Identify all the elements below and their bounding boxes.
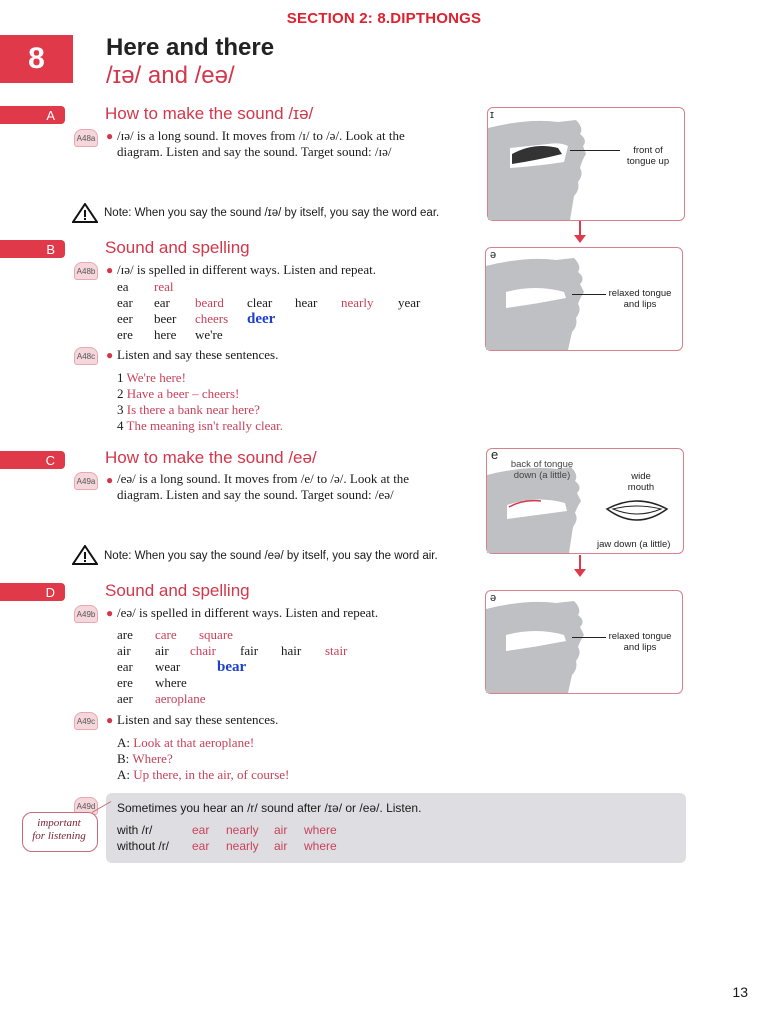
section-d-text-2: Listen and say these sentences. bbox=[117, 712, 279, 727]
mouth-diagram-schwa-2 bbox=[485, 590, 683, 694]
spelling-row bbox=[117, 327, 223, 343]
listening-word: air bbox=[274, 839, 288, 853]
listening-word: nearly bbox=[226, 823, 259, 837]
pointer-line bbox=[570, 150, 620, 151]
dialogue-text: Where? bbox=[132, 751, 173, 766]
warning-icon bbox=[72, 203, 98, 228]
spelling-row bbox=[117, 279, 173, 295]
row-label: with /r/ bbox=[117, 823, 153, 837]
pointer-line bbox=[572, 294, 606, 295]
speaker: A: bbox=[117, 767, 130, 782]
section-a-text-2: diagram. Listen and say the sound. Target sound: /ɪə/ bbox=[117, 144, 392, 159]
diagram-label: front of tongue up bbox=[626, 145, 670, 167]
warning-icon bbox=[72, 545, 98, 570]
section-c-note: Note: When you say the sound /eə/ by itself, you say the word air. bbox=[104, 550, 438, 562]
listening-word: air bbox=[274, 823, 288, 837]
sentence bbox=[117, 386, 239, 402]
spelling-row bbox=[117, 691, 206, 707]
listening-row-with-r bbox=[117, 823, 337, 837]
spelling-row bbox=[117, 643, 347, 659]
diagram-symbol: ɪ bbox=[490, 109, 494, 121]
section-a-text-1: /ɪə/ is a long sound. It moves from /ɪ/ to /ə/. Look at the bbox=[117, 128, 405, 143]
audio-track-a49a[interactable]: A49a bbox=[74, 472, 98, 490]
section-b-label: B bbox=[0, 240, 65, 258]
spelling-row bbox=[117, 659, 246, 676]
diagram-symbol: ə bbox=[490, 592, 497, 604]
spelling-word: cheers bbox=[195, 311, 229, 326]
mouth-diagram-ea bbox=[486, 448, 684, 554]
spelling-word: ear bbox=[154, 295, 170, 310]
added-word-bear: bear bbox=[217, 659, 247, 675]
sentence-text: The meaning isn't really clear. bbox=[126, 418, 283, 433]
spelling-word: stair bbox=[325, 643, 348, 658]
section-b-text-2: Listen and say these sentences. bbox=[117, 347, 279, 362]
spelling-word: we're bbox=[195, 327, 223, 342]
added-word-deer: deer bbox=[247, 311, 276, 327]
row-label: without /r/ bbox=[117, 839, 170, 853]
spelling-pattern: air bbox=[117, 643, 131, 658]
arrow-head-icon bbox=[574, 569, 586, 577]
bullet: ● bbox=[106, 348, 114, 362]
listening-word: where bbox=[304, 823, 337, 837]
sentence-number: 2 bbox=[117, 386, 124, 401]
section-c-text-2: diagram. Listen and say the sound. Target sound: /eə/ bbox=[117, 487, 394, 502]
audio-track-a49d[interactable]: A49d bbox=[74, 797, 98, 815]
section-header: SECTION 2: 8.DIPTHONGS bbox=[286, 10, 482, 27]
listening-intro: Sometimes you hear an /r/ sound after /ɪə/ or /eə/. Listen. bbox=[117, 801, 422, 815]
listening-word: ear bbox=[192, 823, 210, 837]
page-title: Here and there bbox=[106, 34, 275, 61]
spelling-word: fair bbox=[240, 643, 259, 658]
sentence bbox=[117, 402, 260, 418]
section-c-label: C bbox=[0, 451, 65, 469]
mouth-diagram-schwa bbox=[485, 247, 683, 351]
audio-track-a49b[interactable]: A49b bbox=[74, 605, 98, 623]
spelling-row bbox=[117, 311, 275, 328]
spelling-word: clear bbox=[247, 295, 273, 310]
listening-word: where bbox=[304, 839, 337, 853]
section-d-heading: Sound and spelling bbox=[105, 581, 250, 600]
handwritten-note: important for listening bbox=[32, 817, 86, 842]
spelling-pattern: ear bbox=[117, 659, 133, 674]
spelling-row bbox=[117, 295, 420, 311]
diagram-label: relaxed tongue and lips bbox=[608, 288, 672, 310]
spelling-word: hair bbox=[281, 643, 302, 658]
spelling-word: hear bbox=[295, 295, 318, 310]
bullet: ● bbox=[106, 263, 114, 277]
sentence bbox=[117, 370, 186, 386]
spelling-word: chair bbox=[190, 643, 216, 658]
spelling-word: care bbox=[155, 627, 177, 642]
spelling-pattern: ea bbox=[117, 279, 129, 294]
spelling-word: real bbox=[154, 279, 174, 294]
spelling-row bbox=[117, 675, 187, 691]
dialogue-line bbox=[117, 735, 254, 751]
sentence-number: 1 bbox=[117, 370, 124, 385]
sentence-text: Is there a bank near here? bbox=[126, 402, 260, 417]
section-b-text-1: /ɪə/ is spelled in different ways. Listen and repeat. bbox=[117, 262, 376, 277]
diagram-symbol: e bbox=[491, 447, 499, 462]
listening-row-without-r bbox=[117, 839, 337, 853]
spelling-word: square bbox=[199, 627, 233, 642]
spelling-word: here bbox=[154, 327, 177, 342]
section-d-label: D bbox=[0, 583, 65, 601]
audio-track-a49c[interactable]: A49c bbox=[74, 712, 98, 730]
bullet: ● bbox=[106, 713, 114, 727]
section-c-text-1: /eə/ is a long sound. It moves from /e/ to /ə/. Look at the bbox=[117, 471, 410, 486]
section-c-heading: How to make the sound /eə/ bbox=[105, 448, 317, 467]
section-b-heading: Sound and spelling bbox=[105, 238, 250, 257]
spelling-pattern: ear bbox=[117, 295, 133, 310]
unit-number-badge: 8 bbox=[0, 35, 73, 83]
spelling-word: beer bbox=[154, 311, 177, 326]
bullet: ● bbox=[106, 606, 114, 620]
diagram-label-wide-mouth: wide mouth bbox=[627, 471, 655, 493]
sentence bbox=[117, 418, 283, 434]
diagram-label-jaw-down: jaw down (a little) bbox=[597, 539, 671, 550]
page-number: 13 bbox=[732, 984, 748, 1000]
diagram-label-back-of-tongue: back of tongue down (a little) bbox=[510, 459, 574, 481]
dialogue-text: Up there, in the air, of course! bbox=[133, 767, 290, 782]
spelling-word: air bbox=[155, 643, 169, 658]
spelling-pattern: aer bbox=[117, 691, 133, 706]
spelling-word: year bbox=[398, 295, 421, 310]
spelling-word: wear bbox=[155, 659, 181, 674]
dialogue-line bbox=[117, 767, 289, 783]
section-d-text-1: /eə/ is spelled in different ways. Listen and repeat. bbox=[117, 605, 379, 620]
pointer-line bbox=[572, 637, 606, 638]
sentence-number: 3 bbox=[117, 402, 124, 417]
section-a-label: A bbox=[0, 106, 65, 124]
spelling-pattern: ere bbox=[117, 675, 133, 690]
spelling-pattern: ere bbox=[117, 327, 133, 342]
spelling-pattern: are bbox=[117, 627, 133, 642]
dialogue-line bbox=[117, 751, 173, 767]
spelling-row bbox=[117, 627, 233, 643]
page-subtitle: /ɪə/ and /eə/ bbox=[106, 62, 235, 89]
diagram-symbol: ə bbox=[490, 249, 497, 261]
listening-word: nearly bbox=[226, 839, 259, 853]
speaker: A: bbox=[117, 735, 130, 750]
spelling-word: beard bbox=[195, 295, 224, 310]
speaker: B: bbox=[117, 751, 130, 766]
audio-track-a48a[interactable]: A48a bbox=[74, 129, 98, 147]
spelling-pattern: eer bbox=[117, 311, 133, 326]
spelling-word: nearly bbox=[341, 295, 374, 310]
mouth-diagram-ia bbox=[487, 107, 685, 221]
arrow-head-icon bbox=[574, 235, 586, 243]
audio-track-a48b[interactable]: A48b bbox=[74, 262, 98, 280]
section-a-note: Note: When you say the sound /ɪə/ by itself, you say the word ear. bbox=[104, 207, 440, 219]
sentence-text: We're here! bbox=[126, 370, 186, 385]
spelling-word: aeroplane bbox=[155, 691, 206, 706]
sentence-number: 4 bbox=[117, 418, 124, 433]
dialogue-text: Look at that aeroplane! bbox=[133, 735, 255, 750]
listening-word: ear bbox=[192, 839, 210, 853]
diagram-label: relaxed tongue and lips bbox=[608, 631, 672, 653]
bullet: ● bbox=[106, 473, 114, 487]
sentence-text: Have a beer – cheers! bbox=[126, 386, 240, 401]
section-a-heading: How to make the sound /ɪə/ bbox=[105, 104, 314, 123]
bullet: ● bbox=[106, 129, 114, 143]
audio-track-a48c[interactable]: A48c bbox=[74, 347, 98, 365]
spelling-word: where bbox=[155, 675, 187, 690]
